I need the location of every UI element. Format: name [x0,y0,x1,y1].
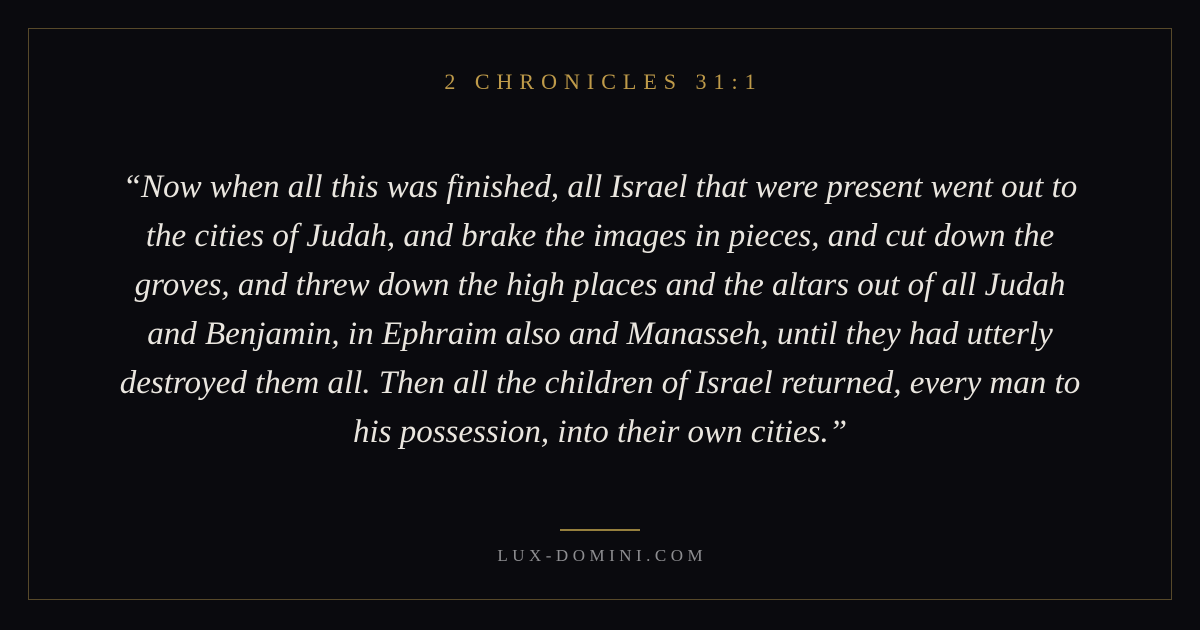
verse-reference: 2 CHRONICLES 31:1 [444,69,763,94]
verse-text: “Now when all this was finished, all Israel that were present went out to the cities of Judah, and brake the images in pieces, and cut down the groves, and threw down the high places and the altars out of all Judah and Benjamin, in Ephraim also and Manasseh, until they had utterly destroyed them all. Then all the children of Israel returned, every man to his possession, into their own cities.” [119,169,1081,450]
border-frame [28,28,1172,600]
website-label: LUX-DOMINI.COM [497,546,708,565]
gold-divider [560,529,640,531]
